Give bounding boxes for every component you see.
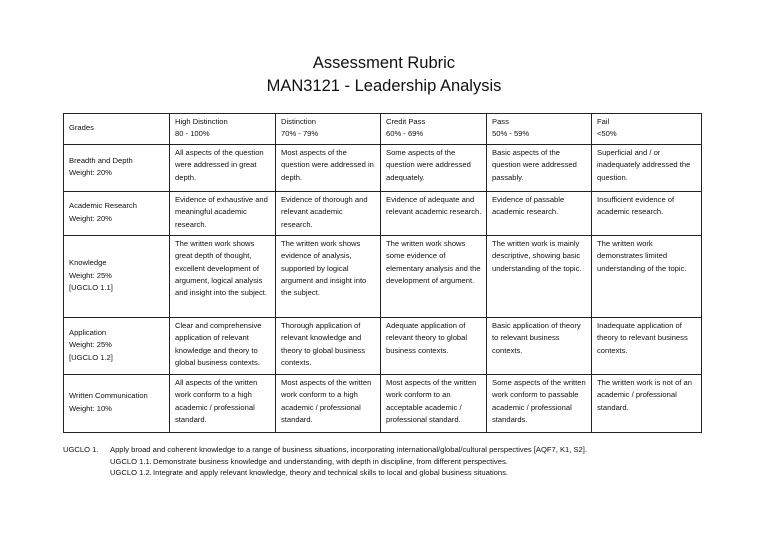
- criterion-name: Written Communication: [69, 391, 148, 401]
- criterion-name: Application: [69, 327, 107, 337]
- footnote-text: Apply broad and coherent knowledge to a range of business situations, incorporating international/global/cultural perspectives [AQF7, K1, S2].: [110, 445, 588, 454]
- footnote-code: UGCLO 1.2.: [110, 468, 152, 478]
- descriptor-cell: Evidence of adequate and relevant academic research.: [381, 191, 487, 235]
- header-row: [64, 114, 702, 145]
- footnote-code: UGCLO 1.1.: [110, 456, 152, 466]
- footnote-ugclo-1-2: [63, 467, 743, 479]
- criterion-name: Knowledge: [69, 258, 107, 268]
- descriptor-cell: The written work shows some evidence of elementary analysis and the development of argument.: [381, 235, 487, 317]
- criterion-row-written-communication: [64, 374, 702, 432]
- descriptor-cell: The written work shows evidence of analysis, supported by logical argument and insight into the subject.: [276, 235, 381, 317]
- criterion-name: Breadth and Depth: [69, 155, 133, 165]
- grade-header-fail: [592, 114, 702, 145]
- grade-header-distinction: [276, 114, 381, 145]
- criterion-name: Academic Research: [69, 201, 137, 211]
- descriptor-cell: The written work demonstrates limited understanding of the topic.: [592, 235, 702, 317]
- title-line-1: Assessment Rubric: [312, 54, 456, 72]
- grades-label-cell: [64, 114, 170, 145]
- footnote-text: Integrate and apply relevant knowledge, theory and technical skills to local and global business situations.: [153, 468, 509, 478]
- grade-range: <50%: [597, 129, 617, 139]
- footnote-ugclo-1-1: [63, 456, 743, 468]
- grade-header-high-distinction: [170, 114, 276, 145]
- grade-name: Fail: [597, 117, 610, 126]
- grades-label: Grades: [69, 123, 94, 133]
- descriptor-cell: Adequate application of relevant theory to global business contexts.: [381, 317, 487, 374]
- descriptor-cell: Evidence of passable academic research.: [487, 191, 592, 235]
- grade-name: Credit Pass: [386, 117, 426, 126]
- criterion-ugclo: [UGCLO 1.2]: [69, 352, 113, 362]
- criterion-ugclo: [UGCLO 1.1]: [69, 283, 113, 293]
- criterion-row-knowledge: [64, 235, 702, 317]
- criterion-weight: Weight: 25%: [69, 270, 112, 280]
- footnote-text: Demonstrate business knowledge and understanding, with depth in discipline, from different perspectives.: [153, 456, 508, 466]
- rubric-table: [63, 113, 702, 433]
- criterion-cell: [64, 144, 170, 191]
- criterion-cell: [64, 191, 170, 235]
- descriptor-cell: Evidence of exhaustive and meaningful academic research.: [170, 191, 276, 235]
- grade-name: Pass: [492, 117, 509, 126]
- descriptor-cell: Thorough application of relevant knowledge and theory to global business contexts.: [276, 317, 381, 374]
- criterion-row-academic-research: [64, 191, 702, 235]
- descriptor-cell: Most aspects of the written work conform to a high academic / professional standard.: [276, 374, 381, 432]
- descriptor-cell: Basic application of theory to relevant business contexts.: [487, 317, 592, 374]
- descriptor-cell: The written work is not of an academic / professional standard.: [592, 374, 702, 432]
- criterion-cell: [64, 374, 170, 432]
- grade-name: High Distinction: [175, 117, 228, 126]
- criterion-weight: Weight: 20%: [69, 168, 112, 178]
- descriptor-cell: Most aspects of the question were addressed in depth.: [276, 144, 381, 191]
- descriptor-cell: Basic aspects of the question were addressed passably.: [487, 144, 592, 191]
- descriptor-cell: Most aspects of the written work conform to an acceptable academic / professional standard.: [381, 374, 487, 432]
- footnote-ugclo-1: [63, 444, 743, 456]
- criterion-cell: [64, 235, 170, 317]
- descriptor-cell: All aspects of the written work conform to a high academic / professional standard.: [170, 374, 276, 432]
- criterion-weight: Weight: 20%: [69, 213, 112, 223]
- grade-range: 60% - 69%: [386, 129, 424, 139]
- criterion-cell: [64, 317, 170, 374]
- descriptor-cell: Some aspects of the question were addressed adequately.: [381, 144, 487, 191]
- title-line-2: MAN3121 - Leadership Analysis: [266, 77, 502, 95]
- grade-header-credit-pass: [381, 114, 487, 145]
- grade-range: 50% - 59%: [492, 129, 530, 139]
- grade-range: 80 - 100%: [175, 129, 210, 139]
- document-title: [0, 52, 768, 98]
- descriptor-cell: Evidence of thorough and relevant academic research.: [276, 191, 381, 235]
- descriptor-cell: The written work is mainly descriptive, showing basic understanding of the topic.: [487, 235, 592, 317]
- criterion-weight: Weight: 10%: [69, 403, 112, 413]
- descriptor-cell: Superficial and / or inadequately addressed the question.: [592, 144, 702, 191]
- descriptor-cell: All aspects of the question were addressed in great depth.: [170, 144, 276, 191]
- grade-range: 70% - 79%: [281, 129, 319, 139]
- descriptor-cell: Inadequate application of theory to relevant business contexts.: [592, 317, 702, 374]
- criterion-row-breadth-depth: [64, 144, 702, 191]
- descriptor-cell: Clear and comprehensive application of relevant knowledge and theory to global business contexts.: [170, 317, 276, 374]
- footnote-code: UGCLO 1.: [63, 445, 99, 454]
- criterion-weight: Weight: 25%: [69, 340, 112, 350]
- descriptor-cell: Some aspects of the written work conform to passable academic / professional standards.: [487, 374, 592, 432]
- grade-name: Distinction: [281, 117, 317, 126]
- criterion-row-application: [64, 317, 702, 374]
- descriptor-cell: Insufficient evidence of academic research.: [592, 191, 702, 235]
- ugclo-footnotes: [63, 444, 743, 479]
- descriptor-cell: The written work shows great depth of thought, excellent development of argument, logical analysis and insight into the subject.: [170, 235, 276, 317]
- grade-header-pass: [487, 114, 592, 145]
